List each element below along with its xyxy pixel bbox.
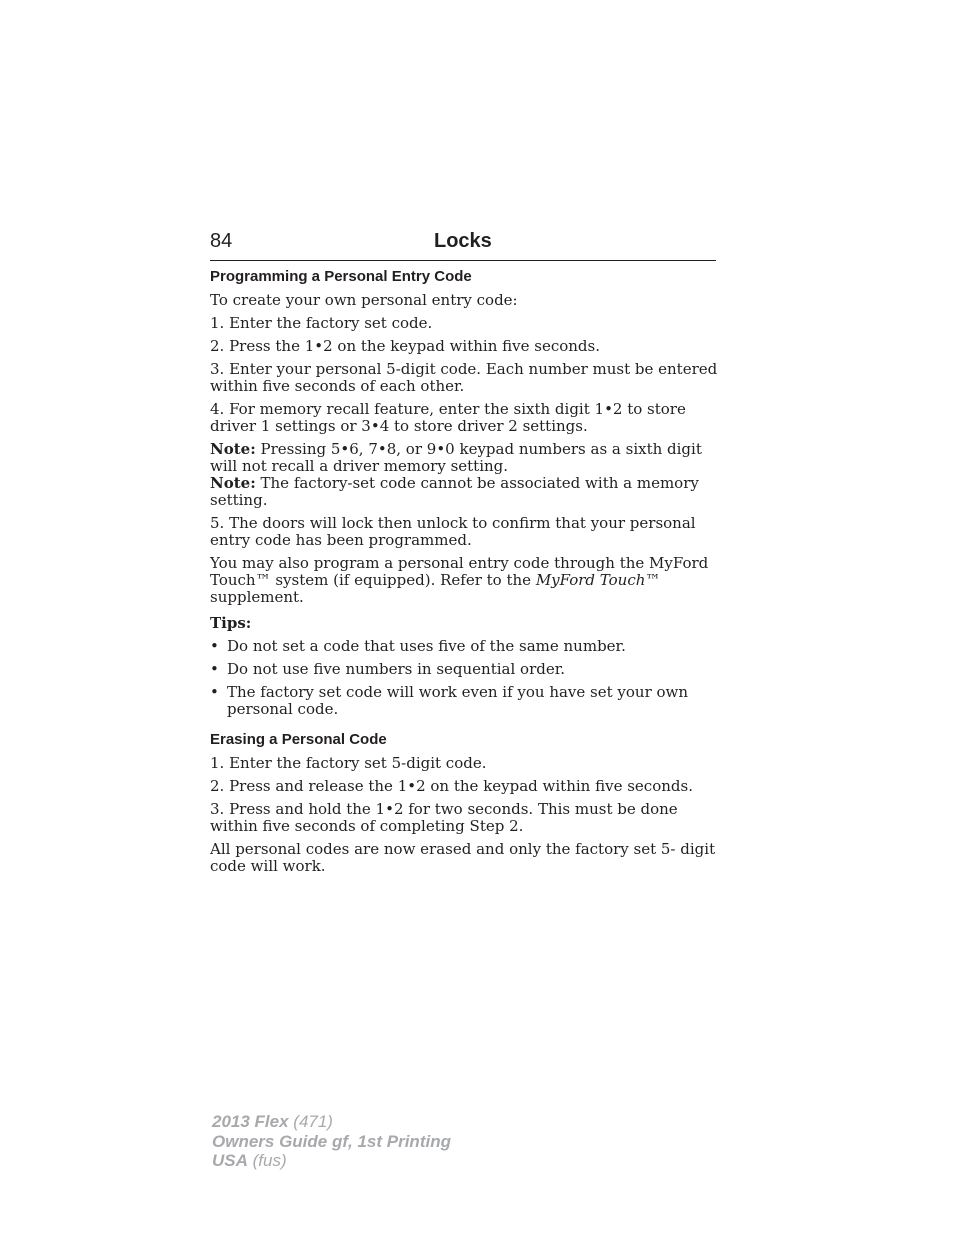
page-content [210, 268, 718, 881]
footer-guide: Owners Guide gf, 1st Printing [212, 1131, 451, 1151]
closing-text: All personal codes are now erased and only the factory set 5- digit code will work. [210, 840, 716, 875]
list-item [210, 661, 718, 678]
footer-line-1 [212, 1112, 451, 1132]
tip-text: Do not set a code that uses five of the same number. [227, 637, 626, 655]
myford-italic: MyFord Touch™ [535, 571, 661, 589]
note-2 [210, 475, 718, 509]
tip-text: The factory set code will work even if you have set your own personal code. [227, 683, 689, 718]
footer-region-code: (fus) [247, 1151, 287, 1170]
page-number: 84 [210, 230, 233, 252]
page-footer [212, 1112, 451, 1171]
bullet-icon: • [210, 660, 219, 678]
footer-line-2 [212, 1132, 451, 1152]
tips-label [210, 615, 718, 632]
bullet-icon: • [210, 683, 219, 701]
note-label: Note: [210, 440, 256, 458]
heading-programming: Programming a Personal Entry Code [210, 268, 472, 285]
step-5: 5. The doors will lock then unlock to confirm that your personal entry code has been programmed. [210, 514, 696, 549]
step-4: 4. For memory recall feature, enter the sixth digit 1•2 to store driver 1 settings or 3•4 to store driver 2 settings. [210, 400, 686, 435]
tip-text: Do not use five numbers in sequential order. [227, 660, 566, 678]
erase-step-2: 2. Press and release the 1•2 on the keypad within five seconds. [210, 777, 693, 795]
erase-step-1: 1. Enter the factory set 5-digit code. [210, 754, 487, 772]
section-title: Locks [434, 230, 492, 252]
intro-text: To create your own personal entry code: [210, 291, 518, 309]
myford-text-end: supplement. [210, 588, 304, 606]
step-3: 3. Enter your personal 5-digit code. Each number must be entered within five seconds of each other. [210, 360, 718, 395]
step-2: 2. Press the 1•2 on the keypad within five seconds. [210, 337, 600, 355]
tips-list [210, 638, 718, 718]
note-label: Note: [210, 474, 256, 492]
footer-model-code: (471) [288, 1112, 333, 1131]
note-text: Pressing 5•6, 7•8, or 9•0 keypad numbers as a sixth digit will not recall a driver memory setting. [210, 440, 702, 475]
note-text: The factory-set code cannot be associated with a memory setting. [210, 474, 699, 509]
footer-model: 2013 Flex [212, 1112, 289, 1131]
myford-paragraph [210, 555, 718, 606]
footer-region: USA [212, 1151, 248, 1170]
step-1: 1. Enter the factory set code. [210, 314, 433, 332]
note-1 [210, 441, 718, 475]
myford-text: You may also program a personal entry code through the MyFord Touch™ system (if equipped). Refer to the [210, 554, 709, 589]
heading-erasing: Erasing a Personal Code [210, 731, 387, 748]
bullet-icon: • [210, 637, 219, 655]
erase-step-3: 3. Press and hold the 1•2 for two seconds. This must be done within five seconds of completing Step 2. [210, 800, 678, 835]
list-item [210, 684, 718, 718]
footer-line-3 [212, 1151, 451, 1171]
tips-label-text: Tips: [210, 614, 252, 632]
page-header [210, 230, 716, 261]
list-item [210, 638, 718, 655]
